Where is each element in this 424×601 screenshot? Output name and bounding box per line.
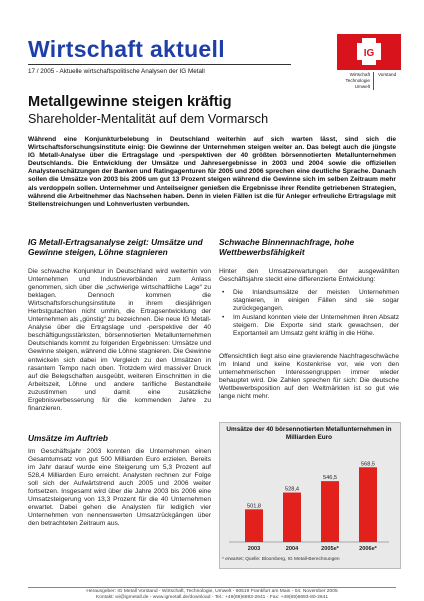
right-column-heading: Schwache Binnennachfrage, hohe Wettbewerbsfähigkeit — [219, 237, 355, 257]
list-item: • Im Ausland konnten viele der Unternehmen ihren Absatz steigern. Die Exporte sind stark gewachsen, der Exportanteil am Umsatz geht kräftig in die Höhe. — [219, 314, 399, 338]
chart-tick-label: 2006e* — [359, 546, 377, 552]
left-column-heading: IG Metall-Ertragsanalyse zeigt: Umsätze und Gewinne steigen, Löhne stagnieren — [28, 237, 203, 257]
chart-bar — [321, 481, 339, 542]
svg-text:IG: IG — [363, 48, 375, 59]
left-column-paragraph-2: Im Geschäftsjahr 2003 konnten die Unternehmen einen Gesamtumsatz von gut 500 Milliarden Euro erzielen. Bereits im Jahr darauf wurde eine Steigerung um 5,3 Prozent auf 528,4 Milliarden Euro erreicht. Analysten rechnen zur Folge soll sich der Aufwärtstrend auch 2005 und 2006 weiter fortsetzen. Insgesamt wird über die Jahre 2003 bis 2006 eine Umsatzsteigerung von 13,3 Prozent für die 40 Unternehmen erwartet. Dabei gehen die Analysten für lediglich vier Unternehmen von nennenswerten Umsatzrückgängen über den betrachteten Zeitraum aus. — [28, 448, 211, 528]
right-column-intro: Hinter den Umsatzerwartungen der ausgewählten Geschäftsjahre steckt eine differenzierte Entwicklung: — [219, 268, 399, 284]
chart-bar — [283, 493, 301, 542]
logo-caption-department: Wirtschaft Technologie Umwelt — [332, 72, 374, 90]
footer-divider — [28, 587, 396, 588]
logo-emblem-icon — [337, 34, 401, 70]
lead-paragraph: Während eine Konjunkturbelebung in Deutschland weiterhin auf sich warten lässt, sind sich die Wirtschaftsforschungsinstitute einig: Die Gewinne der Unternehmen steigen weiter an. Das belegt auch die jüngste IG Metall-Analyse über die Ertragslage und -perspektiven der 40 größten börsennotierten Metallunternehmen Deutschlands. Die Entwicklung der Umsätze und Jahresergebnisse in 2003 und 2004 sowie die offiziellen Analystenschätzungen der Banken und Ratingagenturen für 2005 und 2006 sprechen eine deutliche Sprache. Danach sollen die Umsätze von 2003 bis 2006 um gut 13 Prozent steigen während die Gewinne sich im selben Zeitraum mehr als verdoppeln sollen. Unternehmer und Anteilseigner genießen die Ergebnisse ihrer Rendite getriebenen Strategien, während die Arbeitnehmer das Nachsehen haben. Denn in vielen Fällen ist die für Anleger erfreuliche Ertragslage mit Stellenstreichungen und Lohnverlusten verbunden. — [28, 136, 396, 208]
chart-tick-label: 2003 — [247, 546, 261, 552]
article-headline: Metallgewinne steigen kräftig — [28, 94, 232, 110]
left-column-paragraph: Die schwache Konjunktur in Deutschland wird weiterhin von Unternehmen und Industrieverbänden zum Anlass genommen, sich über die „schwierige wirtschaftliche Lage“ zu beklagen. Dennoch kommen die Wirtschaftsforschungsinstitute in ihrem diesjährigen Herbstgutachten nicht umhin, die Ertragsentwicklung der Unternehmen als „günstig“ zu bezeichnen. Die neue IG Metall-Analyse über die Ertragslage und -perspektive der 40 beschäftigungsstärksten, börsennotierten Metallunternehmen Deutschlands kommt zu folgenden Ergebnissen: Umsätze und Gewinne steigen, während die Löhne stagnieren. Die Gewinne entwickeln sich dabei im Vergleich zu den Umsätzen in rasantem Tempo nach oben. Trotzdem wird massiver Druck auf die Belegschaften ausgeübt, weiteren Einschnitten in die Arbeitszeit, Löhne und andere tarifliche Bestandteile zuzustimmen und damit eine zusätzliche Ergebnisverbesserung für die kommenden Jahre zu finanzieren. — [28, 268, 211, 412]
ig-metall-logo — [337, 34, 401, 70]
footer — [28, 589, 396, 601]
chart-data-label: 546,5 — [323, 475, 337, 482]
masthead-divider — [28, 64, 291, 65]
masthead-title: Wirtschaft aktuell — [28, 36, 225, 62]
chart-data-label: 528,4 — [285, 486, 299, 493]
issue-line: 17 / 2005 - Aktuelle wirtschaftspolitische Analysen der IG Metall — [28, 68, 205, 75]
chart-tick-label: 2005e* — [321, 546, 339, 552]
left-column-subheading: Umsätze im Auftrieb — [28, 433, 108, 443]
logo-caption-board: Vorstand — [378, 72, 397, 77]
chart-bar — [245, 509, 263, 542]
revenue-bar-chart — [219, 442, 399, 556]
right-column-bullet-list — [219, 289, 399, 339]
article-subheadline: Shareholder-Mentalität auf dem Vormarsch — [28, 112, 269, 126]
footer-contact: Kontakt: wi@igmetall.de - www.igmetall.de/download - Tel.: +49(69)6693-2641 - Fax: +49(69)6693-80-2641 — [95, 595, 329, 600]
chart-data-label: 568,5 — [361, 461, 375, 468]
chart-bar — [359, 467, 377, 542]
list-item: • Die Inlandsumsätze der meisten Unternehmen stagnieren, in einigen Fällen sind sie sogar zurückgegangen. — [219, 289, 399, 313]
chart-tick-label: 2004 — [285, 546, 299, 552]
chart-title: Umsätze der 40 börsennotierten Metallunternehmen in Milliarden Euro — [226, 426, 392, 441]
chart-data-label: 501,8 — [247, 503, 261, 510]
footer-publisher: Herausgeber: IG Metall Vorstand - Wirtschaft, Technologie, Umwelt - 60519 Frankfurt am Main - 04. November 2005 — [86, 589, 338, 594]
right-column-paragraph-2: Offensichtlich liegt also eine gravierende Nachfrageschwäche im Inland und keine Kostenkrise vor, wie von den unternehmerischen Interessengruppen immer wieder behauptet wird. Die Zahlen sprechen für sich: Die deutsche Wettbewerbsposition auf den Weltmärkten ist so gut wie lange nicht mehr. — [219, 353, 399, 401]
chart-note: * erwartet; Quelle: Bloomberg, IG Metall-Berechnungen — [222, 557, 340, 562]
